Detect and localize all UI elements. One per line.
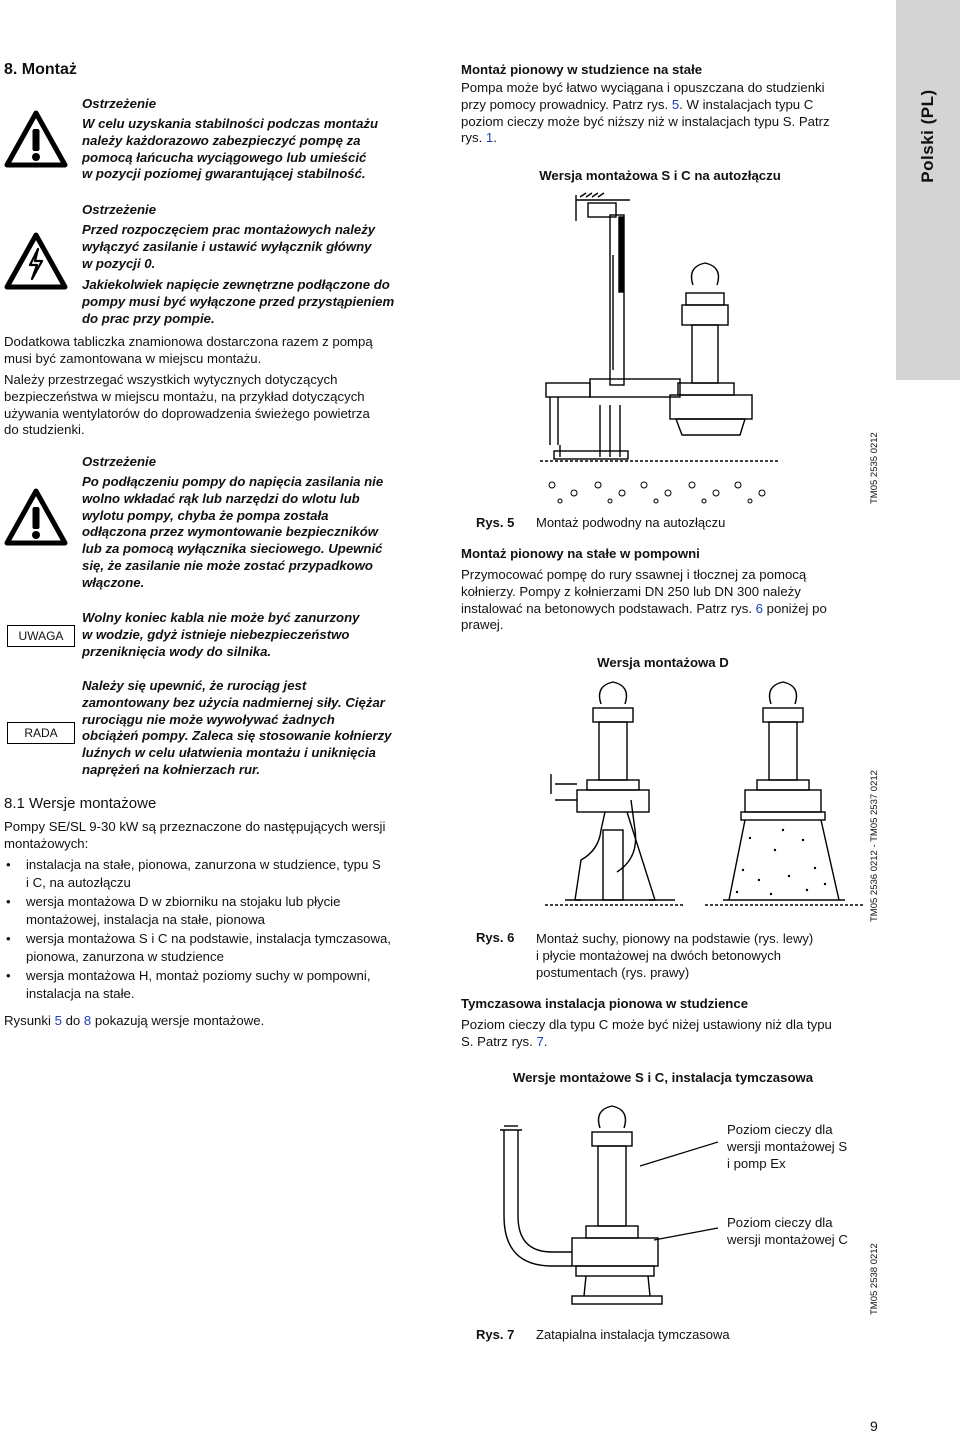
uwaga-label: UWAGA (7, 625, 75, 647)
warning-2-line: Przed rozpoczęciem prac montażowych należy (82, 222, 376, 237)
figure-6-drawing (545, 680, 875, 915)
right-paragraph-2 (461, 567, 881, 634)
paragraph-line: montażowych: (4, 835, 89, 851)
level-c-label (727, 1214, 848, 1248)
figure-5-caption: Montaż podwodny na autozłączu (536, 515, 726, 530)
paragraph-line: musi być zamontowana w miejscu montażu. (4, 350, 262, 366)
paragraph-line: Pompy SE/SL 9-30 kW są przeznaczone do następujących wersji (4, 819, 386, 834)
electric-hazard-icon (4, 232, 68, 290)
caption-line: postumentach (rys. prawy) (536, 965, 690, 980)
rada-line: Należy się upewnić, że rurociąg jest (82, 678, 307, 693)
figure-5-code: TM05 2535 0212 (869, 432, 880, 504)
label-line: i pomp Ex (727, 1156, 786, 1171)
figure-8-link[interactable]: 8 (83, 1013, 92, 1028)
figure-7-title: Wersje montażowe S i C, instalacja tymczasowa (512, 1070, 814, 1085)
figure-7-drawing (500, 1090, 740, 1320)
uwaga-line: Wolny koniec kabla nie może być zanurzony (82, 610, 360, 625)
warning-1-line: w pozycji poziomej gwarantującej stabilność. (82, 166, 366, 182)
warning-3-line: odłączona przez wymontowanie bezpieczników (82, 524, 379, 540)
rada-line: naprężeń na kołnierzach rur. (82, 761, 261, 777)
figure-7-label: Rys. 7 (476, 1327, 515, 1342)
figure-6-label: Rys. 6 (476, 930, 515, 945)
language-tab (896, 0, 960, 380)
list-item: • wersja montażowa D w zbiorniku na stojaku lub płycie montażowej, instalacja na stałe, pionowa (4, 893, 444, 929)
rada-line: obciążeń pompy. Zaleca się stosowanie kołnierzy (82, 728, 392, 744)
paragraph-line: instalować na betonowych podstawach. Patrz rys. 6 poniżej po (461, 600, 827, 616)
warning-2-text (82, 222, 394, 328)
figure-5-drawing (540, 195, 790, 515)
paragraph-line: bezpieczeństwa w miejscu montażu, na przykład dotyczących (4, 388, 365, 404)
paragraph-line: przy pomocy prowadnicy. Patrz rys. 5. W instalacjach typu C (461, 96, 814, 112)
warning-2-head: Ostrzeżenie (82, 202, 157, 217)
figure-5-label: Rys. 5 (476, 515, 515, 530)
nameplate-paragraph (4, 334, 373, 368)
warning-1-line: należy każdorazowo zabezpieczyć pompę za (82, 132, 361, 148)
section-title: 8. Montaż (4, 61, 77, 78)
list-item: • instalacja na stałe, pionowa, zanurzona w studzience, typu S i C, na autozłączu (4, 856, 444, 892)
paragraph-line: rys. 1. (461, 130, 497, 146)
warning-2-line: w pozycji 0. (82, 255, 156, 271)
paragraph-line: Dodatkowa tabliczka znamionowa dostarczona razem z pompą (4, 334, 373, 349)
right-heading-3: Tymczasowa instalacja pionowa w studzience (461, 996, 749, 1011)
rada-text (82, 678, 392, 779)
safety-paragraph (4, 372, 370, 439)
installation-versions-list (4, 856, 444, 1004)
paragraph-line: Należy przestrzegać wszystkich wytycznych dotyczących (4, 372, 338, 387)
right-paragraph-1 (461, 80, 881, 147)
level-s-label (727, 1121, 847, 1172)
warning-1-head: Ostrzeżenie (82, 96, 157, 111)
paragraph-line: prawej. (461, 617, 504, 633)
warning-2-line: wyłączyć zasilanie i ustawić wyłącznik główny (82, 238, 372, 254)
warning-triangle-icon (4, 110, 68, 168)
label-line: wersji montażowej C (727, 1232, 848, 1247)
warning-3-text (82, 474, 383, 592)
uwaga-line: w wodzie, gdyż istnieje niebezpieczeństwo (82, 626, 350, 642)
figure-7-code: TM05 2538 0212 (869, 1243, 880, 1315)
uwaga-text (82, 610, 360, 660)
figure-7-link[interactable]: 7 (536, 1033, 544, 1049)
figure-1-link[interactable]: 1 (485, 130, 494, 146)
rada-line: zamontowany bez użycia nadmiernej siły. Ciężar (82, 694, 385, 710)
figure-6-link[interactable]: 6 (755, 600, 764, 616)
paragraph-line: S. Patrz rys. 7. (461, 1033, 548, 1049)
warning-2-line: pompy musi być wyłączone przed przystąpieniem (82, 294, 395, 310)
rada-line: luźnych w celu ułatwienia montażu i uniknięcia (82, 745, 376, 761)
right-heading-2: Montaż pionowy na stałe w pompowni (461, 546, 700, 561)
right-heading-1: Montaż pionowy w studzience na stałe (461, 62, 703, 77)
figure-5-link[interactable]: 5 (671, 96, 680, 112)
paragraph-line: do studzienki. (4, 422, 85, 438)
rada-line: rurociągu nie może wywoływać żadnych (82, 711, 335, 727)
right-paragraph-3 (461, 1017, 881, 1051)
paragraph-line: kołnierzy. Pompy z kołnierzami DN 250 lub DN 300 należy (461, 583, 801, 599)
subsection-title: 8.1 Wersje montażowe (4, 795, 157, 812)
warning-triangle-icon (4, 488, 68, 546)
list-item: • wersja montażowa S i C na podstawie, instalacja tymczasowa, pionowa, zanurzona w studzience (4, 930, 444, 966)
warning-3-line: wolno wkładać rąk lub narzędzi do wlotu lub (82, 490, 360, 506)
paragraph-line: Poziom cieczy dla typu C może być niżej ustawiony niż dla typu (461, 1017, 832, 1032)
warning-3-line: wylotu pompy, chyba że pompa została (82, 507, 329, 523)
label-line: Poziom cieczy dla (727, 1215, 833, 1230)
warning-1-line: pomocą łańcucha wyciągowego lub umieścić (82, 149, 367, 165)
warning-3-line: Po podłączeniu pompy do napięcia zasilania nie (82, 474, 384, 489)
language-tab-label: Polski (PL) (918, 89, 937, 183)
uwaga-line: przeniknięcia wody do silnika. (82, 643, 272, 659)
caption-line: Montaż suchy, pionowy na podstawie (rys. lewy) (536, 931, 814, 946)
list-item: • wersja montażowa H, montaż poziomy suchy w pompowni, instalacja na stałe. (4, 967, 444, 1003)
figure-7-caption: Zatapialna instalacja tymczasowa (536, 1327, 730, 1342)
figure-5-link[interactable]: 5 (54, 1013, 62, 1028)
warning-3-line: lub za pomocą wyłącznika sieciowego. Upewnić (82, 541, 383, 557)
subsection-intro (4, 819, 385, 853)
caption-line: i płycie montażowej na dwóch betonowych (536, 948, 781, 963)
warning-3-line: się, że zasilanie nie może zostać przypadkowo (82, 557, 373, 573)
figure-6-caption (536, 930, 813, 981)
paragraph-line: poziom cieczy może być niższy niż w instalacjach typu S. Patrz (461, 113, 830, 129)
figures-reference: Rysunki 5 do 8 pokazują wersje montażowe. (4, 1013, 265, 1028)
paragraph-line: Pompa może być łatwo wyciągana i opuszczana do studzienki (461, 80, 825, 95)
figure-6-code: TM05 2536 0212 - TM05 2537 0212 (869, 770, 880, 922)
warning-1-line: W celu uzyskania stabilności podczas montażu (82, 116, 379, 131)
figure-5-title: Wersja montażowa S i C na autozłączu (539, 168, 781, 183)
rada-label: RADA (7, 722, 75, 744)
label-line: Poziom cieczy dla (727, 1122, 833, 1137)
warning-3-line: włączone. (82, 574, 145, 590)
figure-6-title: Wersja montażowa D (597, 655, 729, 670)
page-number: 9 (870, 1418, 878, 1434)
paragraph-line: Przymocować pompę do rury ssawnej i tłocznej za pomocą (461, 567, 807, 582)
warning-2-line: do prac przy pompie. (82, 310, 215, 326)
label-line: wersji montażowej S (727, 1139, 848, 1154)
warning-3-head: Ostrzeżenie (82, 454, 157, 469)
paragraph-line: używania wentylatorów do doprowadzenia świeżego powietrza (4, 405, 370, 421)
warning-2-line: Jakiekolwiek napięcie zewnętrzne podłączone do (82, 277, 390, 293)
